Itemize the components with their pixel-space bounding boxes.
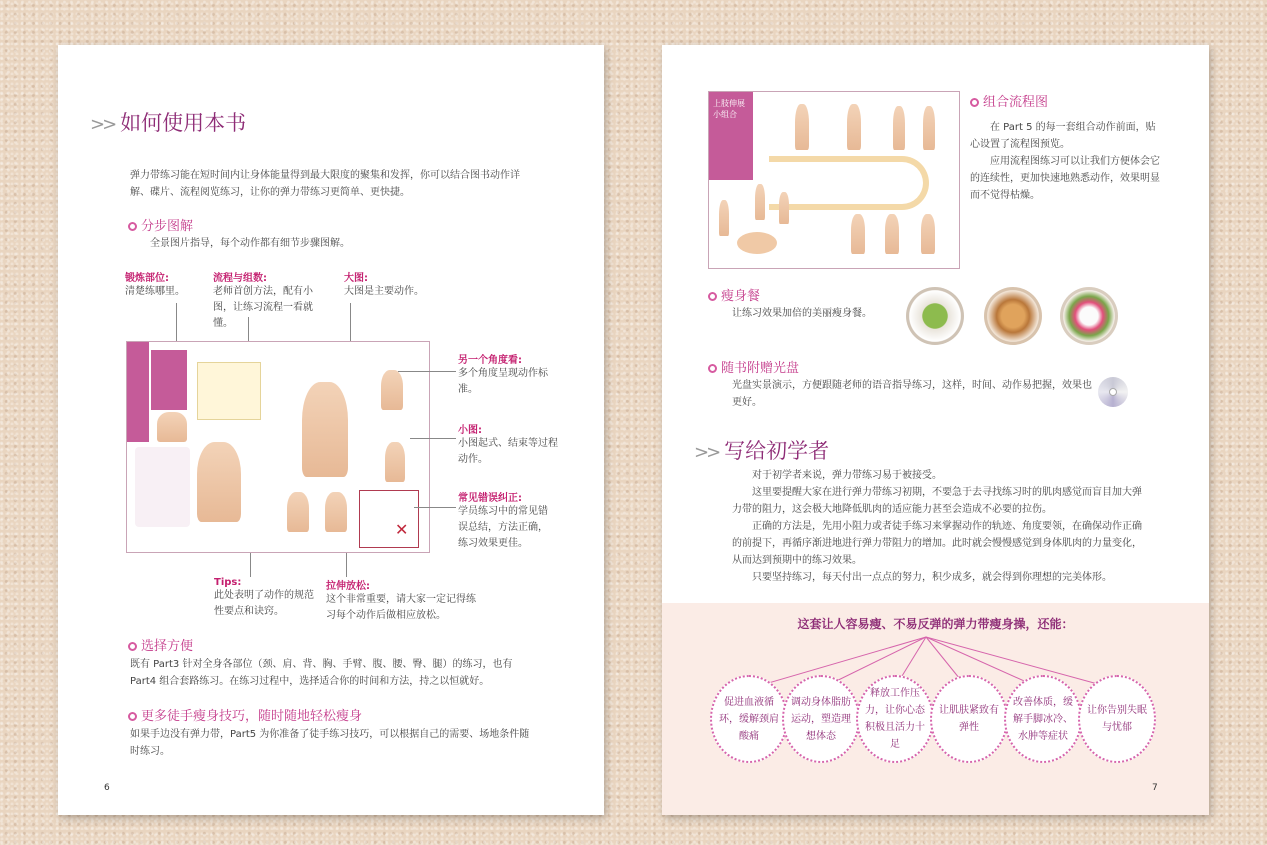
benefits-title: 这套让人容易瘦、不易反弹的弹力带瘦身操，还能： bbox=[797, 617, 1074, 631]
meal-photo-fruit bbox=[1060, 287, 1118, 345]
callout-angle: 另一个角度看: 多个角度呈现动作标准。 bbox=[458, 355, 548, 395]
callout-stretch: 拉伸放松: 这个非常重要，请大家一定记得练习每个动作后做相应放松。 bbox=[326, 581, 476, 621]
disc-icon bbox=[1098, 377, 1128, 407]
flow-thumbnail bbox=[708, 91, 960, 269]
callout-error: 常见错误纠正: 学员练习中的常见错误总结，方法正确，练习效果更佳。 bbox=[458, 493, 548, 549]
section-meal-desc: 让练习效果加倍的美丽瘦身餐。 bbox=[732, 308, 872, 319]
meal-photo-greens bbox=[906, 287, 964, 345]
callout-flow: 流程与组数: 老师首创方法，配有小图，让练习流程一看就懂。 bbox=[213, 273, 313, 329]
page-title: >> 如何使用本书 bbox=[90, 111, 247, 135]
benefit-bubble: 促进血液循环，缓解颈肩酸痛 bbox=[710, 675, 788, 763]
benefit-bubble: 让肌肤紧致有弹性 bbox=[930, 675, 1008, 763]
section-step-desc: 全景图片指导，每个动作都有细节步骤图解。 bbox=[150, 238, 350, 249]
callout-big: 大图: 大图是主要动作。 bbox=[344, 273, 424, 297]
left-page bbox=[58, 45, 604, 815]
beginner-text: 对于初学者来说，弹力带练习易于被接受。 这里要提醒大家在进行弹力带练习初期，不要急于去寻找练习时的肌肉感觉而盲目加大弹力带的阻力，这会极大地降低肌肉的适应能力甚至会造成不必要的拉伤。 正确的方法是，先用小阻力或者徒手练习来掌握动作的轨迹、角度要领，在确保动作正确的前提下，再循序渐进地进行弹力带阻力的增加。此时就会慢慢感觉到身体肌肉的力量变化，从而达到预期中的练习效果。 只要坚持练习，每天付出一点点的努力，积少成多，就会得到你理想的完美体形。 bbox=[732, 470, 1142, 583]
flow-thumb-title: 上肢伸展小组合 bbox=[713, 99, 745, 119]
benefit-bubble: 释放工作压力，让你心态积极且活力十足 bbox=[856, 675, 934, 763]
callout-small: 小图: 小图起式、结束等过程动作。 bbox=[458, 425, 558, 465]
page-number: 7 bbox=[1152, 783, 1158, 793]
section-choose-desc: 既有 Part3 针对全身各部位（颈、肩、背、胸、手臂、腹、腰、臀、腿）的练习，也有 Part4 组合套路练习。在练习过程中，选择适合你的时间和方法，持之以恒就好。 bbox=[130, 659, 513, 687]
meal-photo-drink bbox=[984, 287, 1042, 345]
benefit-bubble: 改善体质，缓解手脚冰冷、水肿等症状 bbox=[1004, 675, 1082, 763]
circle-bullet-icon bbox=[708, 364, 717, 373]
section-disc-desc: 光盘实景演示，方便跟随老师的语音指导练习，这样，时间、动作易把握，效果也更好。 bbox=[732, 380, 1092, 408]
section-meal-title: 瘦身餐 bbox=[708, 285, 760, 304]
page-number: 6 bbox=[104, 783, 110, 793]
cross-icon: ✕ bbox=[395, 520, 409, 539]
section-flow-title: 组合流程图 bbox=[970, 91, 1048, 110]
section-step-title: 分步图解 bbox=[128, 215, 193, 234]
section-flow-p1: 在 Part 5 的每一套组合动作前面，贴心设置了流程图预览。 bbox=[970, 122, 1156, 150]
callout-body-part: 锻炼部位: 清楚练哪里。 bbox=[125, 273, 185, 297]
circle-bullet-icon bbox=[708, 292, 717, 301]
sample-page-thumbnail bbox=[126, 341, 430, 553]
circle-bullet-icon bbox=[128, 642, 137, 651]
section-disc-title: 随书附赠光盘 bbox=[708, 357, 799, 376]
section-choose-title: 选择方便 bbox=[128, 635, 193, 654]
side-tab bbox=[127, 342, 149, 442]
benefit-bubble: 调动身体脂肪运动，塑造理想体态 bbox=[782, 675, 860, 763]
intro-text: 弹力带练习能在短时间内让身体能量得到最大限度的聚集和发挥，你可以结合图书动作详解、碟片、流程阅览练习，让你的弹力带练习更简单、更快捷。 bbox=[130, 170, 520, 198]
right-page bbox=[662, 45, 1209, 815]
section-flow-p2: 应用流程图练习可以让我们方便体会它的连续性，更加快速地熟悉动作，效果明显而不觉得枯燥。 bbox=[970, 156, 1160, 201]
circle-bullet-icon bbox=[128, 712, 137, 721]
section-more-title: 更多徒手瘦身技巧，随时随地轻松瘦身 bbox=[128, 705, 362, 724]
benefits-band bbox=[662, 603, 1209, 815]
section-more-desc: 如果手边没有弹力带，Part5 为你准备了徒手练习技巧，可以根据自己的需要、场地条件随时练习。 bbox=[130, 729, 530, 757]
benefit-bubble: 让你告别失眠与忧郁 bbox=[1078, 675, 1156, 763]
error-box bbox=[359, 490, 419, 548]
callout-tips: Tips: 此处表明了动作的规范性要点和诀窍。 bbox=[214, 577, 314, 617]
circle-bullet-icon bbox=[128, 222, 137, 231]
beginner-title: >> 写给初学者 bbox=[694, 439, 830, 463]
circle-bullet-icon bbox=[970, 98, 979, 107]
